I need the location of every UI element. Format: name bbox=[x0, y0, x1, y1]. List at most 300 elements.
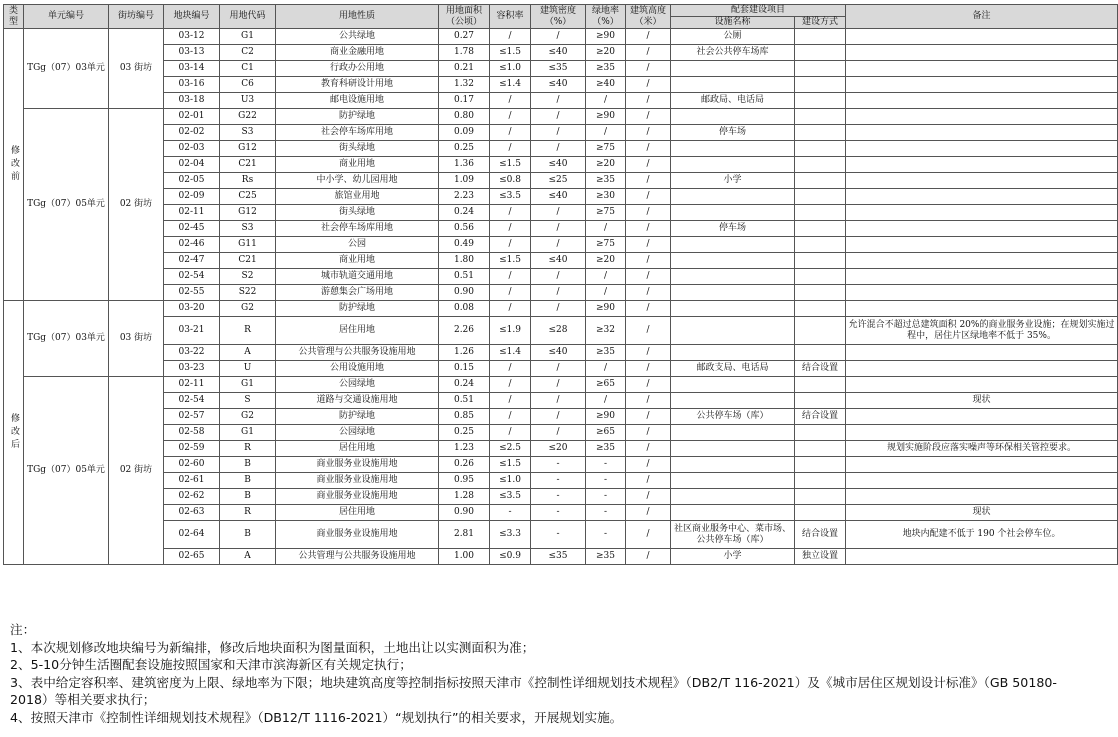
land-nature-cell: 公园绿地 bbox=[276, 377, 439, 393]
build-mode-cell bbox=[795, 285, 846, 301]
area-cell: 0.85 bbox=[439, 409, 490, 425]
area-cell: 0.25 bbox=[439, 425, 490, 441]
land-code-cell: S3 bbox=[220, 125, 276, 141]
notes-section bbox=[10, 621, 1075, 726]
remarks-cell bbox=[846, 489, 1118, 505]
land-nature-cell: 教育科研设计用地 bbox=[276, 77, 439, 93]
table-row bbox=[4, 361, 1118, 377]
far-cell: / bbox=[490, 205, 531, 221]
far-cell: / bbox=[490, 409, 531, 425]
facility-name-cell: 公共停车场（库） bbox=[671, 409, 795, 425]
density-cell: - bbox=[531, 457, 586, 473]
unit-cell: TGg（07）05单元 bbox=[24, 377, 109, 565]
header-land-nature: 用地性质 bbox=[276, 5, 439, 29]
land-code-cell: R bbox=[220, 317, 276, 345]
table-row bbox=[4, 237, 1118, 253]
facility-name-cell: 邮政支局、电话局 bbox=[671, 361, 795, 377]
remarks-cell bbox=[846, 61, 1118, 77]
facility-name-cell bbox=[671, 269, 795, 285]
table-row bbox=[4, 301, 1118, 317]
density-cell: / bbox=[531, 93, 586, 109]
header-area: 用地面积（公顷） bbox=[439, 5, 490, 29]
land-code-cell: R bbox=[220, 441, 276, 457]
table-row bbox=[4, 441, 1118, 457]
green-cell: ≥20 bbox=[586, 157, 626, 173]
parcel-no-cell: 02-05 bbox=[164, 173, 220, 189]
height-cell: / bbox=[626, 473, 671, 489]
header-density: 建筑密度（%） bbox=[531, 5, 586, 29]
land-nature-cell: 公共管理与公共服务设施用地 bbox=[276, 345, 439, 361]
green-cell: / bbox=[586, 393, 626, 409]
build-mode-cell bbox=[795, 221, 846, 237]
type-label: 修改前 bbox=[9, 145, 19, 184]
build-mode-cell bbox=[795, 457, 846, 473]
note-line-3: 3、表中给定容积率、建筑密度为上限、绿地率为下限；地块建筑高度等控制指标按照天津市《控制性详细规划技术规程》（DB2/T 116-2021）及《城市居住区规划设计标准》（GB 50180-2018）等相关要求执行； bbox=[10, 674, 1057, 707]
green-cell: / bbox=[586, 269, 626, 285]
build-mode-cell bbox=[795, 377, 846, 393]
facility-name-cell: 停车场 bbox=[671, 125, 795, 141]
remarks-cell bbox=[846, 29, 1118, 45]
remarks-cell bbox=[846, 205, 1118, 221]
facility-name-cell: 社会公共停车场库 bbox=[671, 45, 795, 61]
far-cell: ≤1.9 bbox=[490, 317, 531, 345]
remarks-cell bbox=[846, 237, 1118, 253]
facility-name-cell bbox=[671, 189, 795, 205]
facility-name-cell bbox=[671, 141, 795, 157]
density-cell: ≤25 bbox=[531, 173, 586, 189]
facility-name-cell bbox=[671, 61, 795, 77]
table-row bbox=[4, 189, 1118, 205]
area-cell: 1.23 bbox=[439, 441, 490, 457]
far-cell: / bbox=[490, 125, 531, 141]
far-cell: ≤1.5 bbox=[490, 45, 531, 61]
table-row bbox=[4, 141, 1118, 157]
height-cell: / bbox=[626, 549, 671, 565]
green-cell: ≥90 bbox=[586, 109, 626, 125]
header-row-1 bbox=[4, 5, 1118, 17]
density-cell: / bbox=[531, 285, 586, 301]
remarks-cell bbox=[846, 345, 1118, 361]
far-cell: ≤1.5 bbox=[490, 157, 531, 173]
unit-cell: TGg（07）05单元 bbox=[24, 109, 109, 301]
area-cell: 1.80 bbox=[439, 253, 490, 269]
far-cell: / bbox=[490, 377, 531, 393]
build-mode-cell: 结合设置 bbox=[795, 521, 846, 549]
block-cell: 02 街坊 bbox=[109, 377, 164, 565]
parcel-no-cell: 02-11 bbox=[164, 377, 220, 393]
build-mode-cell bbox=[795, 93, 846, 109]
build-mode-cell bbox=[795, 189, 846, 205]
remarks-cell bbox=[846, 285, 1118, 301]
far-cell: ≤1.5 bbox=[490, 253, 531, 269]
area-cell: 0.51 bbox=[439, 393, 490, 409]
parcel-no-cell: 03-23 bbox=[164, 361, 220, 377]
land-nature-cell: 商业用地 bbox=[276, 157, 439, 173]
green-cell: ≥75 bbox=[586, 141, 626, 157]
table-row bbox=[4, 521, 1118, 549]
height-cell: / bbox=[626, 361, 671, 377]
land-nature-cell: 街头绿地 bbox=[276, 141, 439, 157]
land-code-cell: G2 bbox=[220, 301, 276, 317]
table-row bbox=[4, 549, 1118, 565]
far-cell: / bbox=[490, 393, 531, 409]
density-cell: ≤35 bbox=[531, 549, 586, 565]
far-cell: / bbox=[490, 93, 531, 109]
land-code-cell: C2 bbox=[220, 45, 276, 61]
remarks-cell bbox=[846, 109, 1118, 125]
land-nature-cell: 居住用地 bbox=[276, 505, 439, 521]
land-nature-cell: 中小学、幼儿园用地 bbox=[276, 173, 439, 189]
land-nature-cell: 城市轨道交通用地 bbox=[276, 269, 439, 285]
land-nature-cell: 商业服务业设施用地 bbox=[276, 457, 439, 473]
remarks-cell bbox=[846, 457, 1118, 473]
far-cell: / bbox=[490, 221, 531, 237]
build-mode-cell bbox=[795, 269, 846, 285]
far-cell: ≤0.8 bbox=[490, 173, 531, 189]
green-cell: / bbox=[586, 361, 626, 377]
height-cell: / bbox=[626, 505, 671, 521]
facility-name-cell bbox=[671, 301, 795, 317]
far-cell: ≤1.4 bbox=[490, 345, 531, 361]
facility-name-cell: 邮政局、电话局 bbox=[671, 93, 795, 109]
land-nature-cell: 防护绿地 bbox=[276, 301, 439, 317]
green-cell: ≥20 bbox=[586, 253, 626, 269]
remarks-cell bbox=[846, 253, 1118, 269]
table-row bbox=[4, 253, 1118, 269]
table-row bbox=[4, 473, 1118, 489]
header-facility-name: 设施名称 bbox=[671, 17, 795, 29]
green-cell: ≥90 bbox=[586, 409, 626, 425]
green-cell: ≥30 bbox=[586, 189, 626, 205]
far-cell: / bbox=[490, 269, 531, 285]
density-cell: ≤35 bbox=[531, 61, 586, 77]
area-cell: 0.17 bbox=[439, 93, 490, 109]
facility-name-cell bbox=[671, 393, 795, 409]
facility-name-cell bbox=[671, 109, 795, 125]
land-nature-cell: 公共管理与公共服务设施用地 bbox=[276, 549, 439, 565]
height-cell: / bbox=[626, 173, 671, 189]
area-cell: 1.78 bbox=[439, 45, 490, 61]
facility-name-cell bbox=[671, 505, 795, 521]
density-cell: / bbox=[531, 269, 586, 285]
far-cell: ≤3.5 bbox=[490, 189, 531, 205]
land-code-cell: B bbox=[220, 457, 276, 473]
table-row bbox=[4, 221, 1118, 237]
area-cell: 0.80 bbox=[439, 109, 490, 125]
height-cell: / bbox=[626, 425, 671, 441]
table-row bbox=[4, 109, 1118, 125]
area-cell: 0.90 bbox=[439, 505, 490, 521]
green-cell: ≥35 bbox=[586, 345, 626, 361]
block-cell: 02 街坊 bbox=[109, 109, 164, 301]
density-cell: - bbox=[531, 521, 586, 549]
far-cell: / bbox=[490, 425, 531, 441]
header-far: 容积率 bbox=[490, 5, 531, 29]
green-cell: ≥40 bbox=[586, 77, 626, 93]
table-row bbox=[4, 393, 1118, 409]
build-mode-cell bbox=[795, 157, 846, 173]
facility-name-cell: 小学 bbox=[671, 173, 795, 189]
area-cell: 0.15 bbox=[439, 361, 490, 377]
table-row bbox=[4, 345, 1118, 361]
green-cell: / bbox=[586, 285, 626, 301]
table-body bbox=[4, 29, 1118, 565]
height-cell: / bbox=[626, 409, 671, 425]
land-code-cell: C21 bbox=[220, 157, 276, 173]
far-cell: / bbox=[490, 29, 531, 45]
area-cell: 1.00 bbox=[439, 549, 490, 565]
land-nature-cell: 行政办公用地 bbox=[276, 61, 439, 77]
land-code-cell: C1 bbox=[220, 61, 276, 77]
remarks-cell bbox=[846, 125, 1118, 141]
unit-cell: TGg（07）03单元 bbox=[24, 301, 109, 377]
build-mode-cell bbox=[795, 125, 846, 141]
land-nature-cell: 防护绿地 bbox=[276, 109, 439, 125]
parcel-no-cell: 02-54 bbox=[164, 393, 220, 409]
remarks-cell bbox=[846, 377, 1118, 393]
parcel-no-cell: 02-55 bbox=[164, 285, 220, 301]
remarks-cell bbox=[846, 93, 1118, 109]
remarks-cell bbox=[846, 301, 1118, 317]
parcel-no-cell: 02-63 bbox=[164, 505, 220, 521]
parcel-no-cell: 02-54 bbox=[164, 269, 220, 285]
area-cell: 0.25 bbox=[439, 141, 490, 157]
height-cell: / bbox=[626, 377, 671, 393]
land-nature-cell: 邮电设施用地 bbox=[276, 93, 439, 109]
height-cell: / bbox=[626, 269, 671, 285]
density-cell: ≤28 bbox=[531, 317, 586, 345]
green-cell: ≥35 bbox=[586, 61, 626, 77]
remarks-cell bbox=[846, 269, 1118, 285]
height-cell: / bbox=[626, 77, 671, 93]
facility-name-cell bbox=[671, 473, 795, 489]
area-cell: 0.27 bbox=[439, 29, 490, 45]
parcel-no-cell: 02-62 bbox=[164, 489, 220, 505]
table-row bbox=[4, 489, 1118, 505]
parcel-no-cell: 03-13 bbox=[164, 45, 220, 61]
green-cell: ≥75 bbox=[586, 205, 626, 221]
parcel-no-cell: 02-04 bbox=[164, 157, 220, 173]
parcel-no-cell: 02-47 bbox=[164, 253, 220, 269]
land-code-cell: G22 bbox=[220, 109, 276, 125]
remarks-cell bbox=[846, 77, 1118, 93]
build-mode-cell: 独立设置 bbox=[795, 549, 846, 565]
table-row bbox=[4, 505, 1118, 521]
facility-name-cell bbox=[671, 285, 795, 301]
header-land-code: 用地代码 bbox=[220, 5, 276, 29]
build-mode-cell bbox=[795, 317, 846, 345]
build-mode-cell bbox=[795, 505, 846, 521]
land-nature-cell: 防护绿地 bbox=[276, 409, 439, 425]
height-cell: / bbox=[626, 441, 671, 457]
header-block-no: 街坊编号 bbox=[109, 5, 164, 29]
parcel-no-cell: 02-01 bbox=[164, 109, 220, 125]
header-green: 绿地率（%） bbox=[586, 5, 626, 29]
land-nature-cell: 游憩集会广场用地 bbox=[276, 285, 439, 301]
land-nature-cell: 商业金融用地 bbox=[276, 45, 439, 61]
far-cell: / bbox=[490, 285, 531, 301]
height-cell: / bbox=[626, 29, 671, 45]
build-mode-cell bbox=[795, 237, 846, 253]
header-type: 类型 bbox=[4, 5, 24, 29]
green-cell: ≥35 bbox=[586, 441, 626, 457]
area-cell: 0.08 bbox=[439, 301, 490, 317]
facility-name-cell bbox=[671, 253, 795, 269]
area-cell: 1.26 bbox=[439, 345, 490, 361]
remarks-cell bbox=[846, 157, 1118, 173]
table-row bbox=[4, 269, 1118, 285]
height-cell: / bbox=[626, 317, 671, 345]
header-facilities: 配套建设项目 bbox=[671, 5, 846, 17]
density-cell: - bbox=[531, 473, 586, 489]
facility-name-cell bbox=[671, 425, 795, 441]
height-cell: / bbox=[626, 61, 671, 77]
density-cell: ≤40 bbox=[531, 77, 586, 93]
far-cell: ≤0.9 bbox=[490, 549, 531, 565]
table-row bbox=[4, 157, 1118, 173]
area-cell: 1.09 bbox=[439, 173, 490, 189]
density-cell: / bbox=[531, 425, 586, 441]
green-cell: / bbox=[586, 125, 626, 141]
remarks-cell bbox=[846, 173, 1118, 189]
land-code-cell: U bbox=[220, 361, 276, 377]
area-cell: 0.90 bbox=[439, 285, 490, 301]
land-code-cell: G2 bbox=[220, 409, 276, 425]
density-cell: / bbox=[531, 141, 586, 157]
parcel-no-cell: 02-46 bbox=[164, 237, 220, 253]
land-code-cell: C21 bbox=[220, 253, 276, 269]
height-cell: / bbox=[626, 109, 671, 125]
density-cell: / bbox=[531, 361, 586, 377]
block-cell: 03 街坊 bbox=[109, 301, 164, 377]
land-nature-cell: 商业用地 bbox=[276, 253, 439, 269]
parcel-no-cell: 02-02 bbox=[164, 125, 220, 141]
land-code-cell: G1 bbox=[220, 425, 276, 441]
unit-cell: TGg（07）03单元 bbox=[24, 29, 109, 109]
far-cell: / bbox=[490, 301, 531, 317]
land-code-cell: A bbox=[220, 549, 276, 565]
density-cell: / bbox=[531, 221, 586, 237]
land-code-cell: C6 bbox=[220, 77, 276, 93]
parcel-no-cell: 03-21 bbox=[164, 317, 220, 345]
remarks-cell bbox=[846, 549, 1118, 565]
green-cell: - bbox=[586, 505, 626, 521]
header-remarks: 备注 bbox=[846, 5, 1118, 29]
land-code-cell: G12 bbox=[220, 205, 276, 221]
table-row bbox=[4, 125, 1118, 141]
green-cell: ≥20 bbox=[586, 45, 626, 61]
height-cell: / bbox=[626, 301, 671, 317]
parcel-no-cell: 03-16 bbox=[164, 77, 220, 93]
height-cell: / bbox=[626, 285, 671, 301]
parcel-no-cell: 03-14 bbox=[164, 61, 220, 77]
height-cell: / bbox=[626, 205, 671, 221]
height-cell: / bbox=[626, 125, 671, 141]
density-cell: / bbox=[531, 29, 586, 45]
table-row bbox=[4, 409, 1118, 425]
block-cell: 03 街坊 bbox=[109, 29, 164, 109]
build-mode-cell bbox=[795, 393, 846, 409]
density-cell: / bbox=[531, 205, 586, 221]
land-code-cell: B bbox=[220, 489, 276, 505]
header-unit-no: 单元编号 bbox=[24, 5, 109, 29]
build-mode-cell bbox=[795, 253, 846, 269]
far-cell: / bbox=[490, 141, 531, 157]
area-cell: 0.24 bbox=[439, 377, 490, 393]
remarks-cell bbox=[846, 189, 1118, 205]
land-code-cell: S2 bbox=[220, 269, 276, 285]
table-row bbox=[4, 173, 1118, 189]
area-cell: 1.28 bbox=[439, 489, 490, 505]
land-code-cell: B bbox=[220, 521, 276, 549]
parcel-no-cell: 03-22 bbox=[164, 345, 220, 361]
table-row bbox=[4, 457, 1118, 473]
area-cell: 2.23 bbox=[439, 189, 490, 205]
land-nature-cell: 公园 bbox=[276, 237, 439, 253]
green-cell: - bbox=[586, 473, 626, 489]
remarks-cell bbox=[846, 361, 1118, 377]
land-code-cell: G1 bbox=[220, 29, 276, 45]
density-cell: - bbox=[531, 505, 586, 521]
far-cell: ≤1.5 bbox=[490, 457, 531, 473]
note-line-4: 4、按照天津市《控制性详细规划技术规程》（DB12/T 1116-2021）“规划执行”的相关要求，开展规划实施。 bbox=[10, 709, 623, 725]
facility-name-cell: 停车场 bbox=[671, 221, 795, 237]
green-cell: - bbox=[586, 489, 626, 505]
build-mode-cell bbox=[795, 473, 846, 489]
far-cell: ≤3.3 bbox=[490, 521, 531, 549]
height-cell: / bbox=[626, 345, 671, 361]
green-cell: ≥90 bbox=[586, 301, 626, 317]
land-code-cell: S bbox=[220, 393, 276, 409]
facility-name-cell: 社区商业服务中心、菜市场、公共停车场（库） bbox=[671, 521, 795, 549]
density-cell: / bbox=[531, 301, 586, 317]
land-nature-cell: 商业服务业设施用地 bbox=[276, 473, 439, 489]
build-mode-cell bbox=[795, 45, 846, 61]
build-mode-cell bbox=[795, 173, 846, 189]
remarks-cell: 规划实施阶段应落实噪声等环保相关管控要求。 bbox=[846, 441, 1118, 457]
land-code-cell: A bbox=[220, 345, 276, 361]
table-row bbox=[4, 425, 1118, 441]
parcel-no-cell: 02-60 bbox=[164, 457, 220, 473]
facility-name-cell: 小学 bbox=[671, 549, 795, 565]
table-row bbox=[4, 61, 1118, 77]
land-code-cell: U3 bbox=[220, 93, 276, 109]
land-nature-cell: 公用设施用地 bbox=[276, 361, 439, 377]
remarks-cell bbox=[846, 141, 1118, 157]
land-code-cell: B bbox=[220, 473, 276, 489]
height-cell: / bbox=[626, 141, 671, 157]
far-cell: ≤1.0 bbox=[490, 61, 531, 77]
height-cell: / bbox=[626, 45, 671, 61]
build-mode-cell bbox=[795, 345, 846, 361]
land-nature-cell: 商业服务业设施用地 bbox=[276, 521, 439, 549]
far-cell: ≤1.0 bbox=[490, 473, 531, 489]
green-cell: ≥32 bbox=[586, 317, 626, 345]
parcel-no-cell: 02-59 bbox=[164, 441, 220, 457]
far-cell: - bbox=[490, 505, 531, 521]
parcel-no-cell: 02-11 bbox=[164, 205, 220, 221]
table-row bbox=[4, 29, 1118, 45]
remarks-cell bbox=[846, 221, 1118, 237]
land-nature-cell: 居住用地 bbox=[276, 441, 439, 457]
land-nature-cell: 公共绿地 bbox=[276, 29, 439, 45]
note-line-1: 1、本次规划修改地块编号为新编排，修改后地块面积为图量面积，土地出让以实测面积为准； bbox=[10, 639, 535, 655]
land-nature-cell: 社会停车场库用地 bbox=[276, 221, 439, 237]
far-cell: / bbox=[490, 109, 531, 125]
land-code-cell: S22 bbox=[220, 285, 276, 301]
land-nature-cell: 商业服务业设施用地 bbox=[276, 489, 439, 505]
remarks-cell: 现状 bbox=[846, 393, 1118, 409]
